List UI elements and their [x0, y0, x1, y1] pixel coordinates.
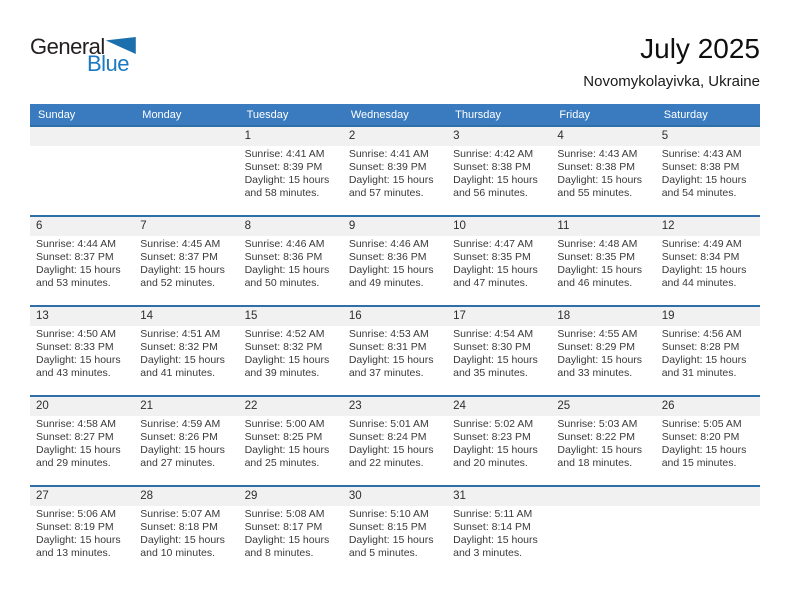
day-daylight1-text: Daylight: 15 hours — [244, 174, 330, 186]
day-daylight2-text: and 22 minutes. — [348, 457, 424, 469]
day-number: 29 — [244, 490, 258, 502]
day-number — [134, 127, 238, 146]
day-number: 2 — [348, 130, 356, 142]
day-sunset-text: Sunset: 8:14 PM — [453, 521, 531, 533]
day-daylight1-text: Daylight: 15 hours — [453, 534, 538, 546]
day-daylight2-text: and 49 minutes. — [348, 277, 424, 289]
day-sunrise-text: Sunrise: 4:49 AM — [661, 238, 742, 250]
day-daylight1-text: Daylight: 15 hours — [244, 354, 330, 366]
day-cell — [447, 416, 551, 470]
day-sunrise-text: Sunrise: 5:00 AM — [244, 418, 325, 430]
day-number: 12 — [661, 220, 675, 232]
day-daylight2-text: and 3 minutes. — [453, 547, 523, 559]
day-cell — [656, 236, 760, 290]
day-daylight2-text: and 53 minutes. — [36, 277, 111, 289]
day-daylight1-text: Daylight: 15 hours — [557, 174, 643, 186]
day-daylight1-text: Daylight: 15 hours — [453, 354, 538, 366]
day-number-band — [30, 307, 760, 326]
day-sunrise-text: Sunrise: 5:08 AM — [244, 508, 325, 520]
weekday-thursday: Thursday — [455, 108, 501, 121]
day-cell — [30, 416, 134, 470]
day-daylight1-text: Daylight: 15 hours — [36, 534, 121, 546]
day-sunrise-text: Sunrise: 4:46 AM — [348, 238, 429, 250]
day-daylight1-text: Daylight: 15 hours — [661, 444, 747, 456]
day-daylight2-text: and 57 minutes. — [348, 187, 424, 199]
day-cell — [447, 146, 551, 200]
day-cell — [656, 506, 760, 560]
day-daylight1-text: Daylight: 15 hours — [140, 264, 225, 276]
day-sunset-text: Sunset: 8:35 PM — [557, 251, 636, 263]
general-blue-logo — [30, 36, 136, 75]
day-sunrise-text: Sunrise: 5:05 AM — [661, 418, 742, 430]
day-sunrise-text: Sunrise: 4:43 AM — [661, 148, 742, 160]
day-sunrise-text: Sunrise: 4:52 AM — [244, 328, 325, 340]
day-cell — [447, 326, 551, 380]
day-sunrise-text: Sunrise: 5:07 AM — [140, 508, 221, 520]
day-sunrise-text: Sunrise: 5:11 AM — [453, 508, 533, 520]
day-daylight1-text: Daylight: 15 hours — [453, 264, 538, 276]
day-cell — [30, 506, 134, 560]
day-cell — [551, 416, 655, 470]
day-cell — [551, 326, 655, 380]
day-cell — [551, 506, 655, 560]
day-daylight2-text: and 13 minutes. — [36, 547, 111, 559]
day-sunrise-text: Sunrise: 5:06 AM — [36, 508, 116, 520]
day-cell — [239, 506, 343, 560]
weekday-friday: Friday — [559, 108, 590, 121]
day-sunset-text: Sunset: 8:18 PM — [140, 521, 218, 533]
week-content — [30, 506, 760, 560]
day-sunrise-text: Sunrise: 4:54 AM — [453, 328, 534, 340]
day-daylight1-text: Daylight: 15 hours — [36, 354, 121, 366]
day-daylight1-text: Daylight: 15 hours — [244, 264, 330, 276]
day-sunset-text: Sunset: 8:30 PM — [453, 341, 531, 353]
day-number: 16 — [348, 310, 362, 322]
day-cell — [134, 416, 238, 470]
day-cell — [551, 146, 655, 200]
day-daylight2-text: and 5 minutes. — [348, 547, 418, 559]
day-sunrise-text: Sunrise: 4:48 AM — [557, 238, 638, 250]
day-sunset-text: Sunset: 8:22 PM — [557, 431, 636, 443]
day-daylight2-text: and 18 minutes. — [557, 457, 633, 469]
week-row — [30, 125, 760, 215]
day-cell — [343, 236, 447, 290]
day-sunset-text: Sunset: 8:38 PM — [557, 161, 636, 173]
day-number — [656, 487, 760, 506]
day-cell — [656, 326, 760, 380]
day-daylight1-text: Daylight: 15 hours — [36, 444, 121, 456]
page-title: July 2025 — [640, 33, 760, 64]
day-daylight2-text: and 31 minutes. — [661, 367, 737, 379]
day-number: 25 — [557, 400, 571, 412]
day-sunset-text: Sunset: 8:39 PM — [244, 161, 323, 173]
day-sunset-text: Sunset: 8:26 PM — [140, 431, 218, 443]
day-sunrise-text: Sunrise: 4:53 AM — [348, 328, 429, 340]
day-sunrise-text: Sunrise: 4:58 AM — [36, 418, 116, 430]
day-sunset-text: Sunset: 8:19 PM — [36, 521, 114, 533]
day-number: 5 — [661, 130, 669, 142]
day-cell — [30, 326, 134, 380]
day-cell — [239, 146, 343, 200]
day-daylight1-text: Daylight: 15 hours — [557, 444, 643, 456]
day-cell — [134, 326, 238, 380]
day-daylight1-text: Daylight: 15 hours — [348, 444, 434, 456]
week-content — [30, 326, 760, 380]
day-sunset-text: Sunset: 8:39 PM — [348, 161, 427, 173]
day-daylight1-text: Daylight: 15 hours — [453, 444, 538, 456]
day-cell — [134, 506, 238, 560]
day-number: 15 — [244, 310, 258, 322]
day-number — [30, 127, 134, 146]
day-number: 6 — [36, 220, 43, 232]
day-sunrise-text: Sunrise: 4:51 AM — [140, 328, 221, 340]
logo-text-blue: Blue — [87, 51, 130, 76]
day-daylight1-text: Daylight: 15 hours — [140, 354, 225, 366]
day-daylight2-text: and 39 minutes. — [244, 367, 320, 379]
weekday-sunday: Sunday — [38, 108, 76, 121]
day-cell — [656, 146, 760, 200]
day-cell — [447, 506, 551, 560]
week-content — [30, 416, 760, 470]
calendar-title-block — [583, 33, 760, 90]
day-sunrise-text: Sunrise: 4:46 AM — [244, 238, 325, 250]
day-daylight1-text: Daylight: 15 hours — [453, 174, 538, 186]
day-cell — [30, 236, 134, 290]
day-number: 28 — [140, 490, 154, 502]
day-sunset-text: Sunset: 8:15 PM — [348, 521, 427, 533]
day-number: 9 — [348, 220, 356, 232]
day-daylight2-text: and 8 minutes. — [244, 547, 314, 559]
week-content — [30, 236, 760, 290]
day-daylight1-text: Daylight: 15 hours — [244, 444, 330, 456]
day-sunset-text: Sunset: 8:32 PM — [244, 341, 323, 353]
day-sunrise-text: Sunrise: 4:42 AM — [453, 148, 534, 160]
day-daylight2-text: and 29 minutes. — [36, 457, 111, 469]
day-daylight2-text: and 20 minutes. — [453, 457, 528, 469]
day-sunrise-text: Sunrise: 5:01 AM — [348, 418, 429, 430]
day-number: 10 — [453, 220, 466, 232]
week-row — [30, 485, 760, 575]
day-daylight2-text: and 46 minutes. — [557, 277, 633, 289]
day-sunset-text: Sunset: 8:36 PM — [348, 251, 427, 263]
day-sunset-text: Sunset: 8:36 PM — [244, 251, 323, 263]
day-daylight2-text: and 58 minutes. — [244, 187, 320, 199]
weekday-header-row — [30, 104, 760, 125]
day-number: 31 — [453, 490, 466, 502]
day-daylight2-text: and 25 minutes. — [244, 457, 320, 469]
day-daylight1-text: Daylight: 15 hours — [348, 354, 434, 366]
day-number-band — [30, 397, 760, 416]
day-number: 14 — [140, 310, 154, 322]
day-daylight1-text: Daylight: 15 hours — [140, 534, 225, 546]
day-daylight1-text: Daylight: 15 hours — [557, 354, 643, 366]
day-daylight2-text: and 41 minutes. — [140, 367, 215, 379]
day-sunrise-text: Sunrise: 4:45 AM — [140, 238, 221, 250]
day-number: 11 — [557, 220, 570, 232]
day-sunset-text: Sunset: 8:38 PM — [453, 161, 531, 173]
day-number: 26 — [661, 400, 675, 412]
day-daylight2-text: and 10 minutes. — [140, 547, 215, 559]
day-number: 1 — [244, 130, 251, 142]
day-number: 19 — [661, 310, 675, 322]
day-sunrise-text: Sunrise: 5:10 AM — [348, 508, 429, 520]
day-daylight2-text: and 44 minutes. — [661, 277, 737, 289]
day-sunset-text: Sunset: 8:38 PM — [661, 161, 740, 173]
day-daylight1-text: Daylight: 15 hours — [244, 534, 330, 546]
day-sunset-text: Sunset: 8:35 PM — [453, 251, 531, 263]
day-daylight2-text: and 55 minutes. — [557, 187, 633, 199]
day-number: 13 — [36, 310, 49, 322]
day-sunrise-text: Sunrise: 4:41 AM — [348, 148, 429, 160]
day-cell — [343, 416, 447, 470]
day-daylight2-text: and 37 minutes. — [348, 367, 424, 379]
day-sunset-text: Sunset: 8:34 PM — [661, 251, 740, 263]
day-sunset-text: Sunset: 8:23 PM — [453, 431, 531, 443]
day-cell — [343, 506, 447, 560]
calendar — [30, 104, 760, 575]
day-sunset-text: Sunset: 8:32 PM — [140, 341, 218, 353]
day-sunrise-text: Sunrise: 5:03 AM — [557, 418, 638, 430]
day-number: 8 — [244, 220, 251, 232]
day-daylight2-text: and 47 minutes. — [453, 277, 528, 289]
day-cell — [447, 236, 551, 290]
weekday-saturday: Saturday — [663, 108, 708, 121]
day-daylight2-text: and 56 minutes. — [453, 187, 528, 199]
weekday-monday: Monday — [142, 108, 182, 121]
day-daylight2-text: and 50 minutes. — [244, 277, 320, 289]
week-row — [30, 305, 760, 395]
day-sunset-text: Sunset: 8:25 PM — [244, 431, 323, 443]
weekday-tuesday: Tuesday — [246, 108, 289, 121]
day-sunset-text: Sunset: 8:33 PM — [36, 341, 114, 353]
day-daylight1-text: Daylight: 15 hours — [140, 444, 225, 456]
location-subtitle: Novomykolayivka, Ukraine — [583, 73, 760, 90]
day-sunset-text: Sunset: 8:37 PM — [140, 251, 218, 263]
day-daylight1-text: Daylight: 15 hours — [36, 264, 121, 276]
day-sunset-text: Sunset: 8:27 PM — [36, 431, 114, 443]
day-sunrise-text: Sunrise: 4:44 AM — [36, 238, 116, 250]
day-daylight1-text: Daylight: 15 hours — [661, 264, 747, 276]
day-daylight2-text: and 35 minutes. — [453, 367, 528, 379]
day-daylight1-text: Daylight: 15 hours — [348, 174, 434, 186]
day-sunrise-text: Sunrise: 5:02 AM — [453, 418, 534, 430]
day-cell — [239, 236, 343, 290]
day-number: 27 — [36, 490, 49, 502]
day-sunrise-text: Sunrise: 4:43 AM — [557, 148, 638, 160]
day-cell — [551, 236, 655, 290]
day-number: 23 — [348, 400, 362, 412]
day-number: 4 — [557, 130, 564, 142]
day-daylight1-text: Daylight: 15 hours — [661, 174, 747, 186]
day-sunrise-text: Sunrise: 4:59 AM — [140, 418, 221, 430]
day-cell — [343, 146, 447, 200]
day-cell — [134, 146, 238, 200]
logo-text-general: General — [30, 34, 105, 59]
week-content — [30, 146, 760, 200]
day-sunset-text: Sunset: 8:29 PM — [557, 341, 636, 353]
day-daylight1-text: Daylight: 15 hours — [348, 264, 434, 276]
day-number: 30 — [348, 490, 362, 502]
day-number: 3 — [453, 130, 460, 142]
day-sunset-text: Sunset: 8:31 PM — [348, 341, 427, 353]
week-row — [30, 215, 760, 305]
day-sunrise-text: Sunrise: 4:56 AM — [661, 328, 742, 340]
day-daylight1-text: Daylight: 15 hours — [557, 264, 643, 276]
day-daylight1-text: Daylight: 15 hours — [661, 354, 747, 366]
day-number — [551, 487, 655, 506]
day-cell — [343, 326, 447, 380]
day-number: 24 — [453, 400, 466, 412]
day-daylight2-text: and 43 minutes. — [36, 367, 111, 379]
day-number: 17 — [453, 310, 466, 322]
day-sunrise-text: Sunrise: 4:41 AM — [244, 148, 325, 160]
day-cell — [239, 416, 343, 470]
day-number: 21 — [140, 400, 154, 412]
day-daylight2-text: and 33 minutes. — [557, 367, 633, 379]
day-number: 22 — [244, 400, 258, 412]
day-sunrise-text: Sunrise: 4:55 AM — [557, 328, 638, 340]
calendar-weeks — [30, 125, 760, 575]
weekday-wednesday: Wednesday — [350, 108, 409, 121]
day-sunrise-text: Sunrise: 4:47 AM — [453, 238, 534, 250]
day-number-band — [30, 217, 760, 236]
day-sunset-text: Sunset: 8:28 PM — [661, 341, 740, 353]
week-row — [30, 395, 760, 485]
day-number: 18 — [557, 310, 571, 322]
day-cell — [656, 416, 760, 470]
day-number: 20 — [36, 400, 49, 412]
day-daylight2-text: and 54 minutes. — [661, 187, 737, 199]
day-daylight2-text: and 27 minutes. — [140, 457, 215, 469]
day-sunset-text: Sunset: 8:37 PM — [36, 251, 114, 263]
day-sunset-text: Sunset: 8:24 PM — [348, 431, 427, 443]
day-cell — [134, 236, 238, 290]
day-cell — [30, 146, 134, 200]
day-number-band — [30, 487, 760, 506]
day-cell — [239, 326, 343, 380]
day-sunrise-text: Sunrise: 4:50 AM — [36, 328, 116, 340]
day-sunset-text: Sunset: 8:17 PM — [244, 521, 323, 533]
day-number-band — [30, 127, 760, 146]
day-sunset-text: Sunset: 8:20 PM — [661, 431, 740, 443]
day-number: 7 — [140, 220, 147, 232]
day-daylight2-text: and 52 minutes. — [140, 277, 215, 289]
day-daylight2-text: and 15 minutes. — [661, 457, 737, 469]
day-daylight1-text: Daylight: 15 hours — [348, 534, 434, 546]
